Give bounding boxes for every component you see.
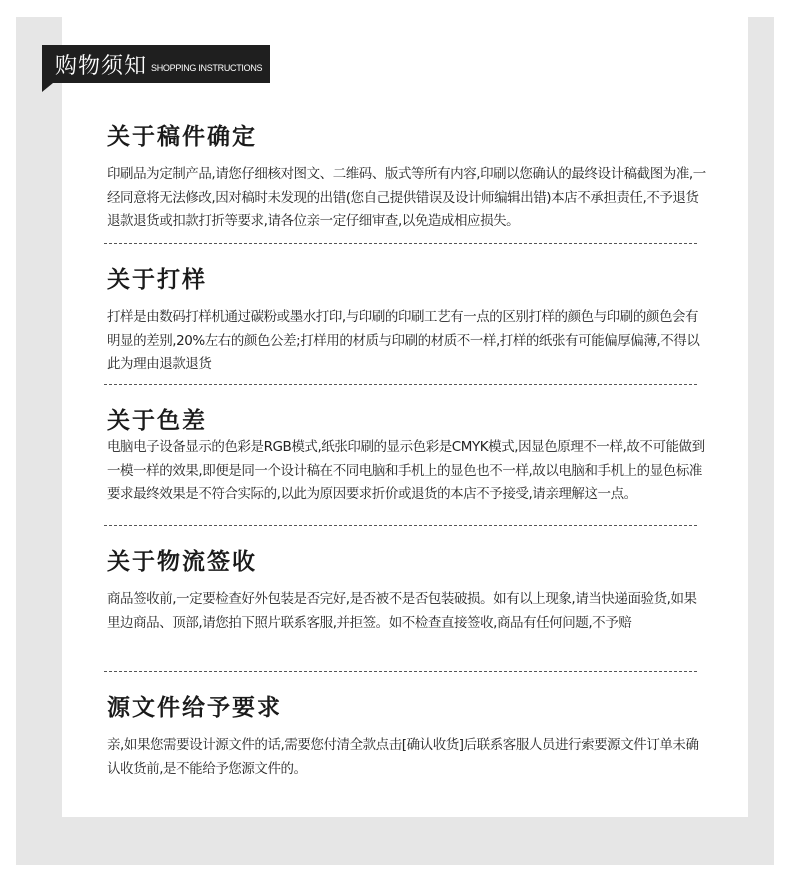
section-body: 打样是由数码打样机通过碳粉或墨水打印,与印刷的印刷工艺有一点的区别打样的颜色与印刷的颜色会有明显的差别,20%左右的颜色公差;打样用的材质与印刷的材质不一样,打样的纸张有可能偏厚偏薄,不得以此为理由退款退货 [107,309,700,372]
section-divider [104,384,697,385]
section-body: 印刷品为定制产品,请您仔细核对图文、二维码、版式等所有内容,印刷以您确认的最终设计稿截图为准,一经同意将无法修改,因对稿时未发现的出错(您自己提供错误及设计师编辑出错)本店不承担责任,不予退货退款退货或扣款打折等要求,请各位亲一定仔细审查,以免造成相应损失。 [107,166,706,229]
section-body: 电脑电子设备显示的色彩是RGB模式,纸张印刷的显示色彩是CMYK模式,因显色原理不一样,故不可能做到一模一样的效果,即便是同一个设计稿在不同电脑和手机上的显色也不一样,故以电脑和手机上的显色标准要求最终效果是不符合实际的,以此为原因要求折价或退货的本店不予接受,请亲理解这一点。 [107,439,705,502]
section-divider [104,671,697,672]
section-title: 关于稿件确定 [107,124,257,150]
section-color-difference [107,406,707,507]
section-divider [104,243,697,244]
section-proofing [107,265,707,377]
banner-title: 购物须知 [55,53,148,79]
section-title: 源文件给予要求 [107,695,282,721]
section-source-files [107,693,707,781]
section-divider [104,525,697,526]
section-body: 商品签收前,一定要检查好外包装是否完好,是否被不是否包装破损。如有以上现象,请当快递面验货,如果里边商品、顶部,请您拍下照片联系客服,并拒签。如不检查直接签收,商品有任何问题,不予赔 [107,591,697,631]
header-banner [42,45,270,83]
section-title: 关于打样 [107,267,207,293]
section-draft-confirmation [107,122,707,234]
section-title: 关于色差 [107,408,207,434]
section-title: 关于物流签收 [107,549,257,575]
section-delivery-receipt [107,547,707,635]
section-body: 亲,如果您需要设计源文件的话,需要您付清全款点击[确认收货]后联系客服人员进行索要源文件订单未确认收货前,是不能给予您源文件的。 [107,737,699,777]
banner-subtitle: SHOPPING INSTRUCTIONS [151,63,263,73]
